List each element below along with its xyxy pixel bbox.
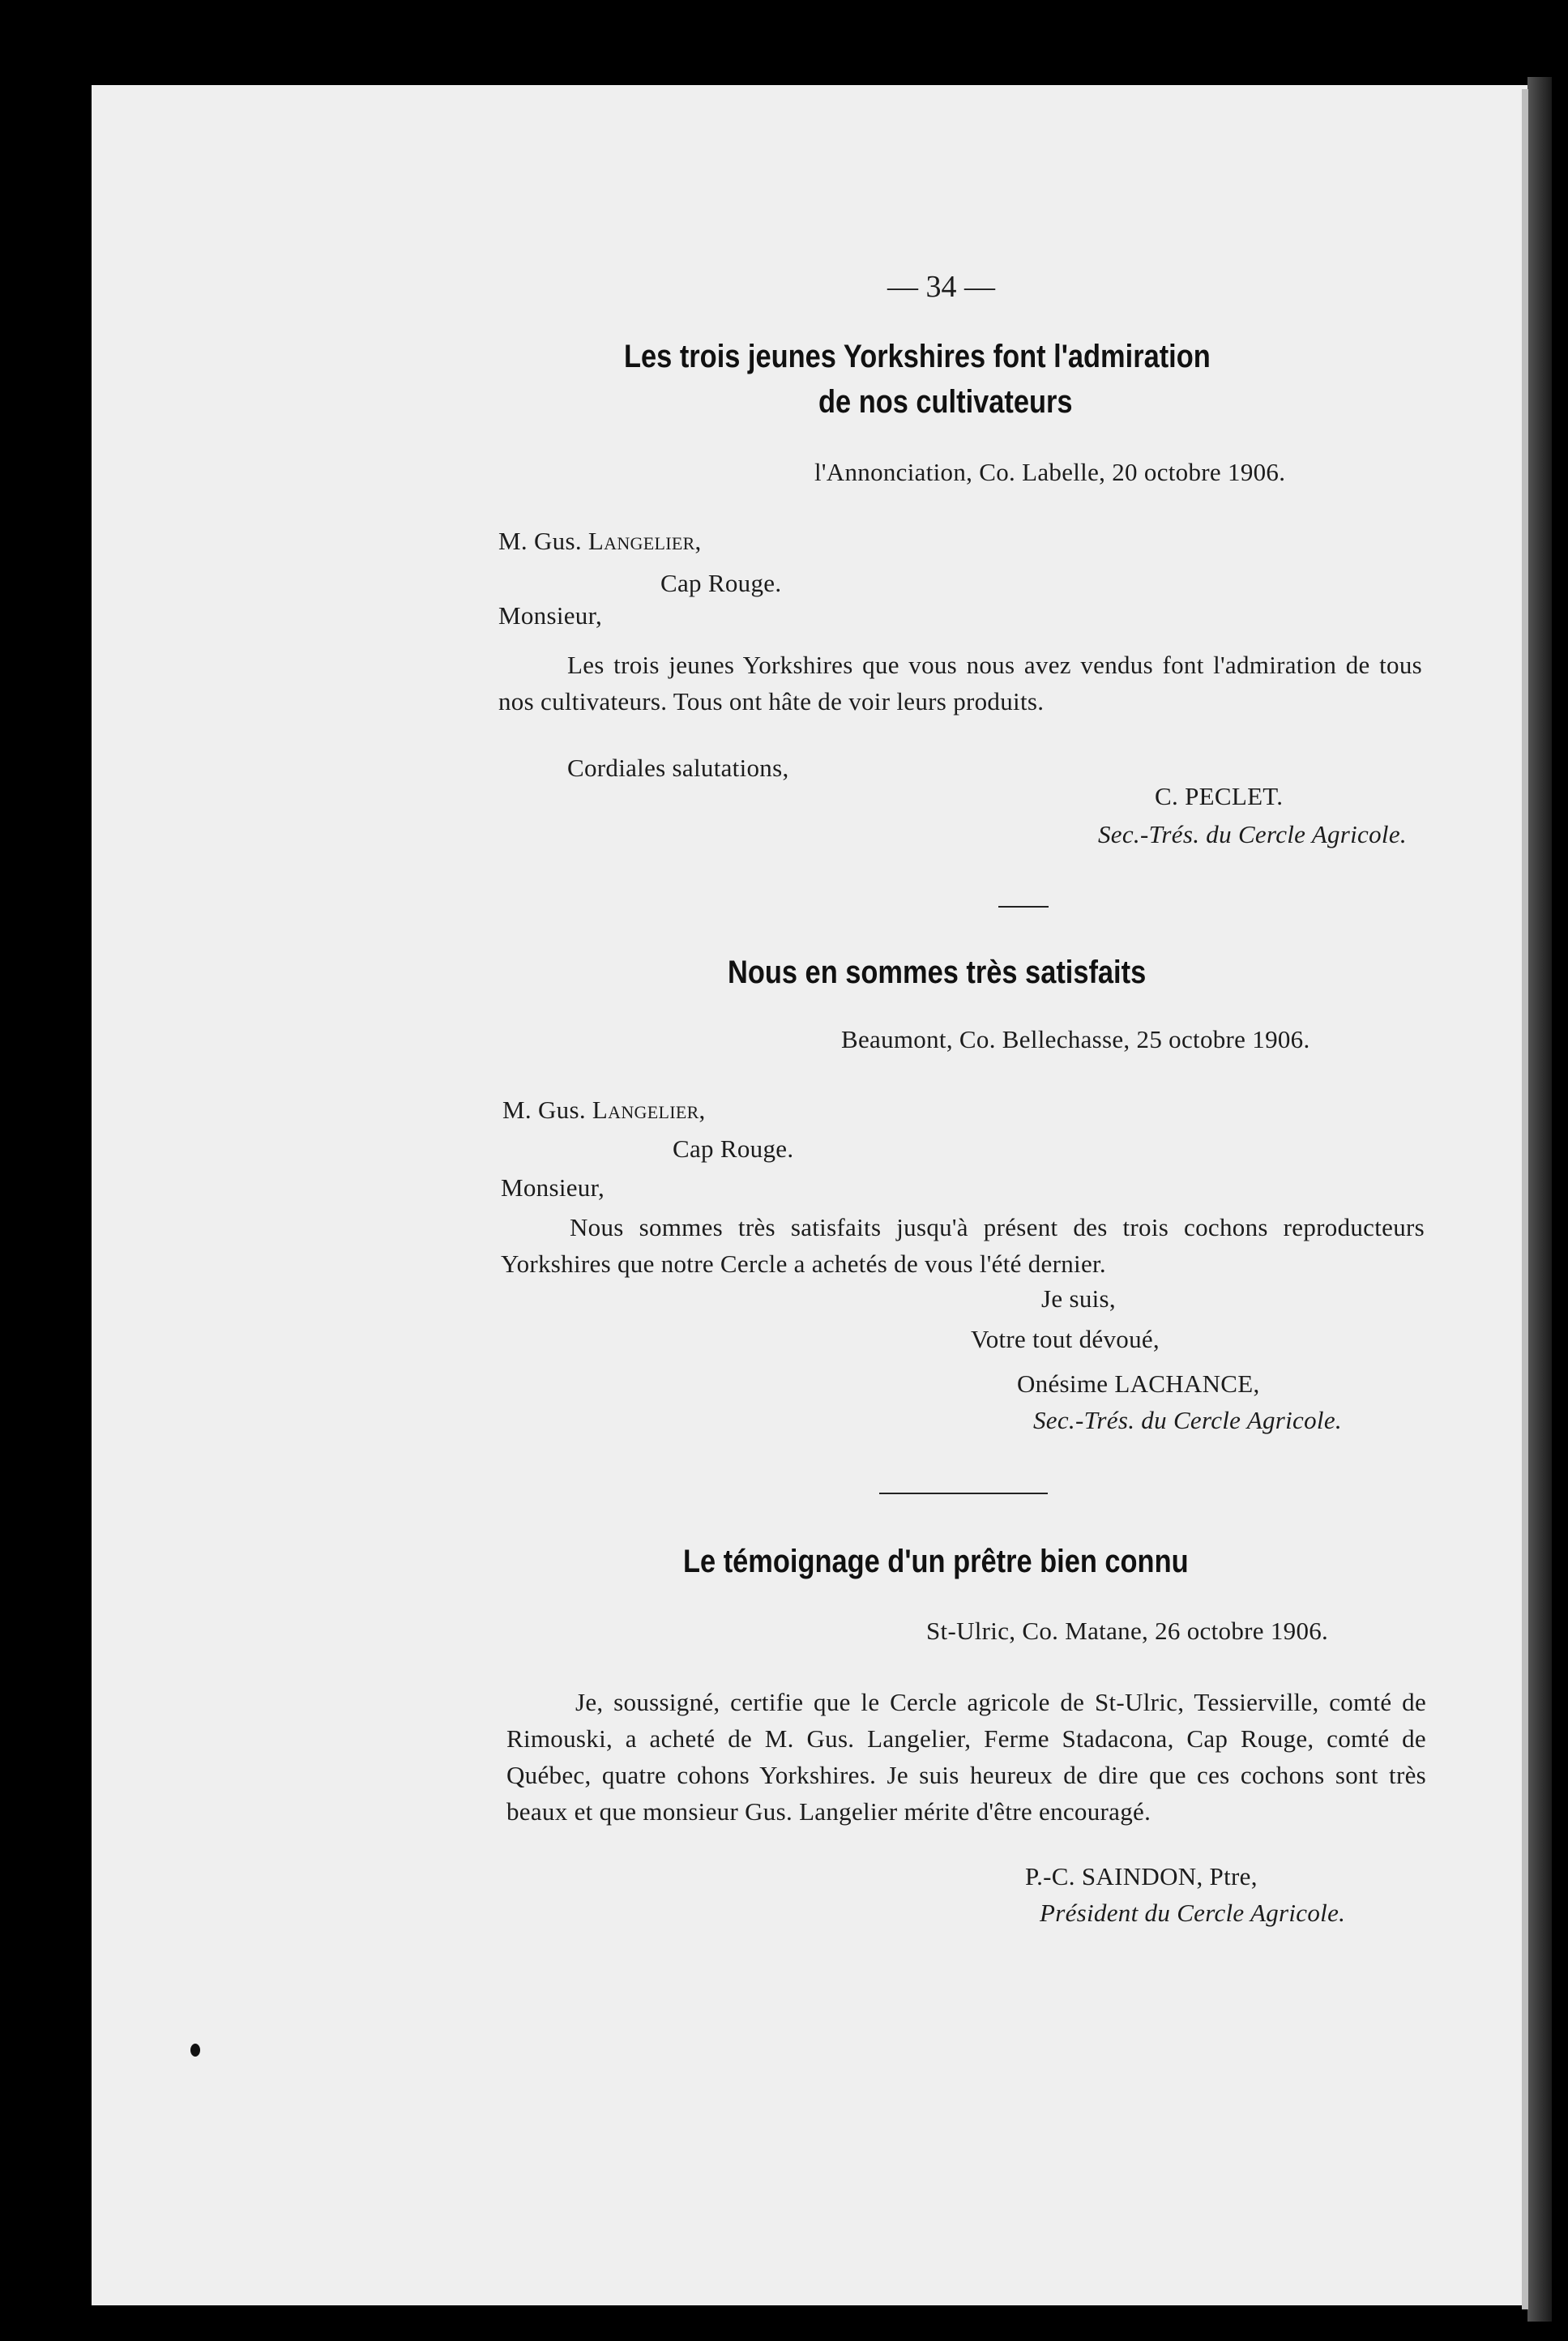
letter-3-body: Je, soussigné, certifie que le Cercle agricole de St-Ulric, Tessierville, comté de Rimouski, a acheté de M. Gus. Langelier, Ferme Stadacona, Cap Rouge, comté de Québec, quatre cohons Yorkshires. Je suis heureux de dire que ces cochons sont très beaux et que monsieur Gus. Langelier mérite d'être encouragé. <box>506 1688 1426 1826</box>
addressee-name: Langelier, <box>587 527 702 555</box>
letter-1-title: Sec.-Trés. du Cercle Agricole. <box>1098 820 1407 848</box>
letter-1-closing: Cordiales salutations, <box>567 754 789 782</box>
divider-1 <box>998 906 1049 908</box>
addressee-prefix: M. Gus. <box>502 1096 592 1124</box>
letter-2-heading: Nous en sommes très satisfaits <box>728 955 1147 990</box>
ink-dot <box>190 2044 200 2057</box>
letter-2-dateline: Beaumont, Co. Bellechasse, 25 octobre 1906. <box>841 1025 1310 1053</box>
page-number: — 34 — <box>887 270 995 304</box>
letter-2-closing-1: Je suis, <box>1041 1284 1116 1313</box>
letter-1-dateline: l'Annonciation, Co. Labelle, 20 octobre 1906. <box>814 458 1286 486</box>
letter-1-heading-line-1: Les trois jeunes Yorkshires font l'admiration <box>624 339 1211 374</box>
scanned-page <box>92 85 1527 2305</box>
letter-3-heading: Le témoignage d'un prêtre bien connu <box>683 1544 1189 1579</box>
letter-3-dateline: St-Ulric, Co. Matane, 26 octobre 1906. <box>926 1617 1329 1645</box>
letter-1-signature: C. PECLET. <box>1155 782 1284 810</box>
page-edge <box>1522 89 1528 2309</box>
letter-1-salutation: Monsieur, <box>498 601 603 630</box>
letter-2-title: Sec.-Trés. du Cercle Agricole. <box>1033 1406 1342 1434</box>
letter-3-title: Président du Cercle Agricole. <box>1040 1899 1346 1927</box>
letter-1-addressee <box>498 527 702 556</box>
letter-1-heading-line-2: de nos cultivateurs <box>818 384 1073 420</box>
letter-3-signature: P.-C. SAINDON, Ptre, <box>1025 1862 1258 1890</box>
letter-2-body: Nous sommes très satisfaits jusqu'à présent des trois cochons reproducteurs Yorkshires que notre Cercle a achetés de vous l'été dernier. <box>501 1213 1425 1278</box>
letter-1-addressee-place: Cap Rouge. <box>660 569 782 597</box>
letter-2-closing-2: Votre tout dévoué, <box>971 1325 1160 1353</box>
page-edge-shadow <box>1527 77 1552 2322</box>
addressee-prefix: M. Gus. <box>498 527 588 555</box>
letter-2-salutation: Monsieur, <box>501 1173 605 1202</box>
letter-1-body: Les trois jeunes Yorkshires que vous nous avez vendus font l'admiration de tous nos cultivateurs. Tous ont hâte de voir leurs produits. <box>498 651 1422 716</box>
letter-2-addressee <box>502 1096 706 1125</box>
letter-2-addressee-place: Cap Rouge. <box>673 1134 794 1163</box>
addressee-name: Langelier, <box>592 1096 706 1124</box>
divider-2 <box>879 1493 1048 1494</box>
letter-2-signature: Onésime LACHANCE, <box>1017 1369 1260 1398</box>
